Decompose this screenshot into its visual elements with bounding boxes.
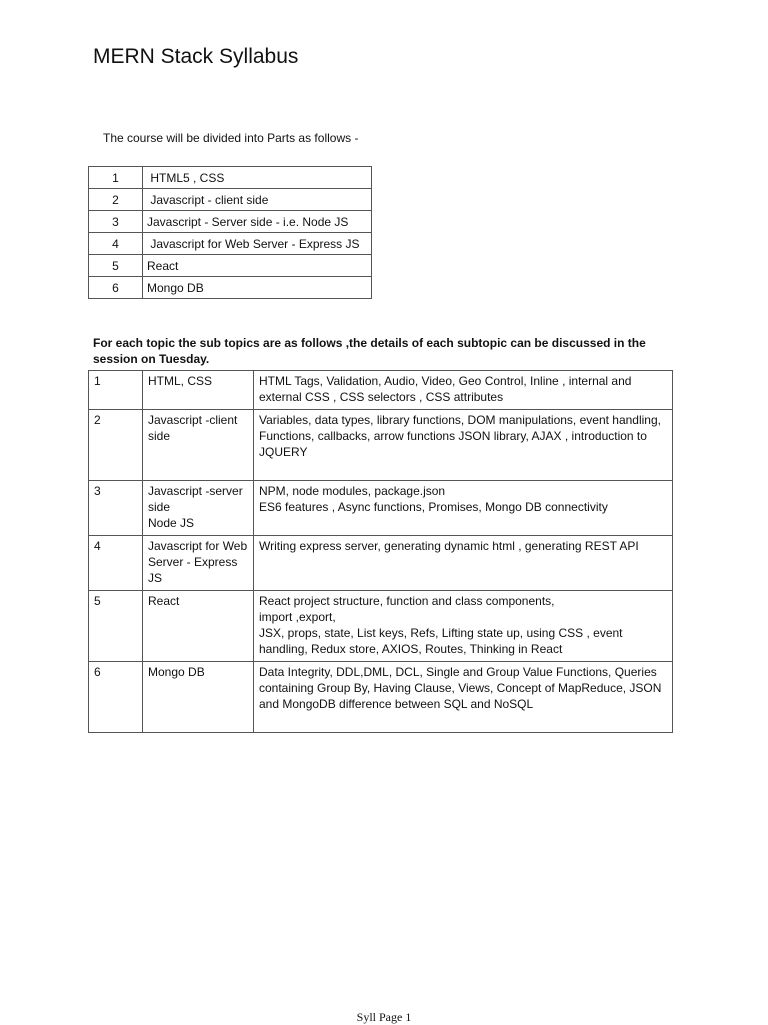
topic-name-line: Mongo DB [148,665,205,679]
part-number: 4 [89,233,143,255]
topic-detail-line: Functions, callbacks, arrow functions JSON library, AJAX , introduction to JQUERY [259,429,647,459]
topic-details [254,662,673,733]
table-row [89,410,673,481]
topic-number: 5 [89,591,143,662]
table-row [89,481,673,536]
part-name: React [143,255,372,277]
topic-detail-line: React project structure, function and class components, [259,594,555,608]
subtopics-table [88,370,673,733]
topic-name-line: React [148,594,180,608]
topic-details [254,410,673,481]
table-row [89,591,673,662]
table-row [89,211,372,233]
table-row [89,167,372,189]
topic-name [143,410,254,481]
topic-number: 3 [89,481,143,536]
subtopics-intro: For each topic the sub topics are as follows ,the details of each subtopic can be discussed in the session on Tuesday. [93,336,646,366]
topic-detail-line: HTML Tags, Validation, Audio, Video, Geo Control, Inline , internal and external CSS , CSS selectors , CSS attributes [259,374,632,404]
page-title: MERN Stack Syllabus [93,45,299,68]
topic-details [254,481,673,536]
table-row [89,255,372,277]
topic-detail-line: Writing express server, generating dynamic html , generating REST API [259,539,639,553]
topic-detail-line: NPM, node modules, package.json [259,484,446,498]
topic-details [254,536,673,591]
part-number: 3 [89,211,143,233]
table-row [89,662,673,733]
part-name: Javascript - client side [143,189,372,211]
topic-details [254,371,673,410]
part-name: HTML5 , CSS [143,167,372,189]
part-number: 1 [89,167,143,189]
topic-name-line: HTML, CSS [148,374,213,388]
topic-number: 6 [89,662,143,733]
topic-name [143,591,254,662]
topic-detail-line: JSX, props, state, List keys, Refs, Lifting state up, using CSS , event handling, Redux store, AXIOS, Routes, Thinking in React [259,626,623,656]
topic-name-line: Javascript -server side [148,484,243,514]
course-intro: The course will be divided into Parts as follows - [103,131,359,145]
table-row [89,371,673,410]
topic-name-line: Javascript -client side [148,413,238,443]
table-row [89,233,372,255]
topic-name [143,536,254,591]
topic-detail-line: Variables, data types, library functions, DOM manipulations, event handling, [259,413,661,427]
topic-number: 4 [89,536,143,591]
topic-detail-line: ES6 features , Async functions, Promises, Mongo DB connectivity [259,500,608,514]
course-parts-table [88,166,372,299]
topic-number: 2 [89,410,143,481]
table-row [89,277,372,299]
topic-name-line: Javascript for Web Server - Express JS [148,539,248,585]
part-name: Javascript - Server side - i.e. Node JS [143,211,372,233]
page-footer: Syll Page 1 [356,1010,412,1024]
topic-name [143,371,254,410]
topic-details [254,591,673,662]
part-name: Javascript for Web Server - Express JS [143,233,372,255]
topic-number: 1 [89,371,143,410]
part-number: 2 [89,189,143,211]
table-row [89,189,372,211]
topic-name [143,662,254,733]
topic-name-line: Node JS [148,516,195,530]
part-number: 6 [89,277,143,299]
table-row [89,536,673,591]
topic-detail-line: Data Integrity, DDL,DML, DCL, Single and Group Value Functions, Queries containing Group By, Having Clause, Views, Concept of MapReduce, JSON and MongoDB difference between SQL and NoSQL [259,665,662,711]
topic-name [143,481,254,536]
part-name: Mongo DB [143,277,372,299]
topic-detail-line: import ,export, [259,610,336,624]
part-number: 5 [89,255,143,277]
